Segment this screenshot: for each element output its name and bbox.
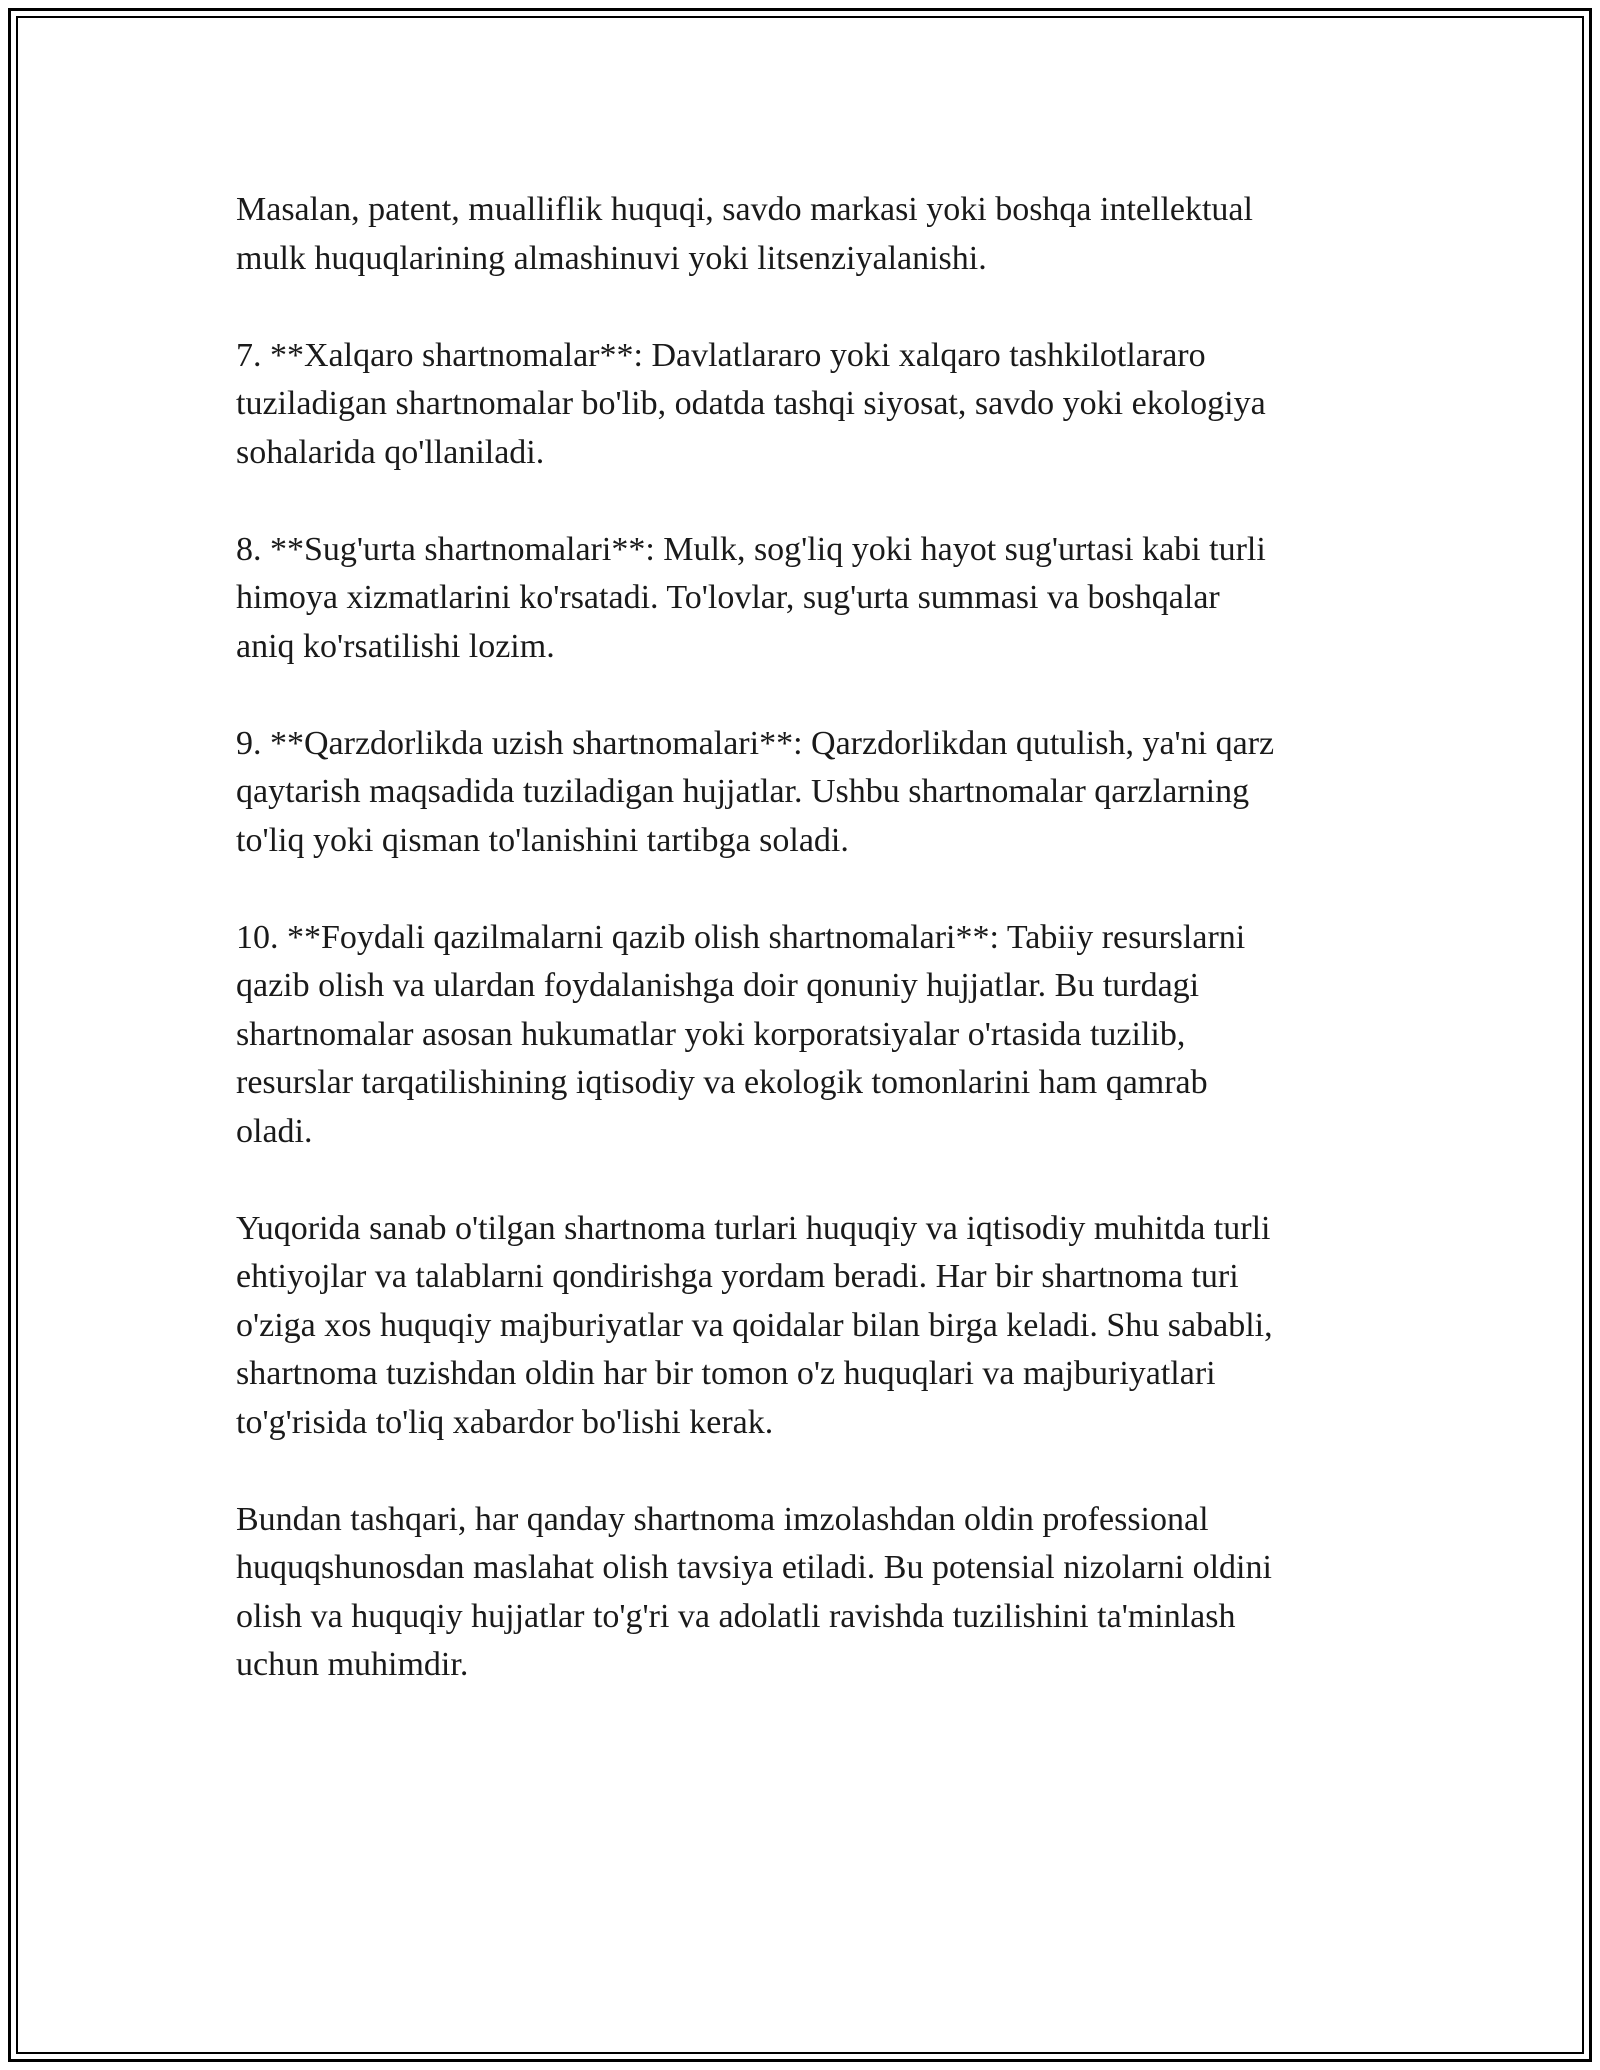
- paragraph-item-8: [236, 526, 1396, 672]
- text-line: shartnomalar asosan hukumatlar yoki korporatsiyalar o'rtasida tuzilib,: [236, 1015, 1186, 1053]
- text-line: 10. **Foydali qazilmalarni qazib olish shartnomalari**: Tabiiy resurslarni: [236, 918, 1246, 956]
- text-line: 7. **Xalqaro shartnomalar**: Davlatlararo yoki xalqaro tashkilotlararo: [236, 336, 1206, 374]
- text-line: 9. **Qarzdorlikda uzish shartnomalari**: Qarzdorlikdan qutulish, ya'ni qarz: [236, 724, 1275, 762]
- text-line: mulk huquqlarining almashinuvi yoki litsenziyalanishi.: [236, 239, 987, 277]
- text-line: aniq ko'rsatilishi lozim.: [236, 627, 555, 665]
- text-line: Bundan tashqari, har qanday shartnoma imzolashdan oldin professional: [236, 1500, 1209, 1538]
- paragraph-item-7: [236, 332, 1396, 478]
- text-line: resurslar tarqatilishining iqtisodiy va ekologik tomonlarini ham qamrab: [236, 1064, 1208, 1101]
- paragraph-item-10: [236, 914, 1396, 1157]
- text-line: Masalan, patent, mualliflik huquqi, savdo markasi yoki boshqa intellektual: [236, 191, 1253, 228]
- text-line: olish va huquqiy hujjatlar to'g'ri va adolatli ravishda tuzilishini ta'minlash: [236, 1597, 1236, 1635]
- text-line: to'g'risida to'liq xabardor bo'lishi kerak.: [236, 1403, 774, 1441]
- paragraph-item-9: [236, 720, 1396, 866]
- text-line: sohalarida qo'llaniladi.: [236, 433, 545, 471]
- text-line: himoya xizmatlarini ko'rsatadi. To'lovlar, sug'urta summasi va boshqalar: [236, 579, 1220, 616]
- text-line: qaytarish maqsadida tuziladigan hujjatlar. Ushbu shartnomalar qarzlarning: [236, 773, 1250, 810]
- text-line: oladi.: [236, 1112, 313, 1150]
- text-line: ehtiyojlar va talablarni qondirishga yordam beradi. Har bir shartnoma turi: [236, 1258, 1239, 1295]
- text-line: Yuqorida sanab o'tilgan shartnoma turlari huquqiy va iqtisodiy muhitda turli: [236, 1209, 1271, 1247]
- paragraph-advice: [236, 1496, 1396, 1690]
- text-line: huquqshunosdan maslahat olish tavsiya etiladi. Bu potensial nizolarni oldini: [236, 1549, 1272, 1586]
- text-line: qazib olish va ulardan foydalanishga doir qonuniy hujjatlar. Bu turdagi: [236, 967, 1200, 1004]
- paragraph-summary: [236, 1205, 1396, 1448]
- text-line: 8. **Sug'urta shartnomalari**: Mulk, sog'liq yoki hayot sug'urtasi kabi turli: [236, 530, 1266, 568]
- paragraph-intellectual-property: [236, 186, 1396, 283]
- text-line: uchun muhimdir.: [236, 1646, 469, 1683]
- text-line: to'liq yoki qisman to'lanishini tartibga soladi.: [236, 821, 849, 859]
- text-line: o'ziga xos huquqiy majburiyatlar va qoidalar bilan birga keladi. Shu sababli,: [236, 1306, 1273, 1344]
- text-line: tuziladigan shartnomalar bo'lib, odatda tashqi siyosat, savdo yoki ekologiya: [236, 385, 1266, 422]
- document-body: [236, 186, 1396, 1738]
- text-line: shartnoma tuzishdan oldin har bir tomon o'z huquqlari va majburiyatlari: [236, 1355, 1216, 1392]
